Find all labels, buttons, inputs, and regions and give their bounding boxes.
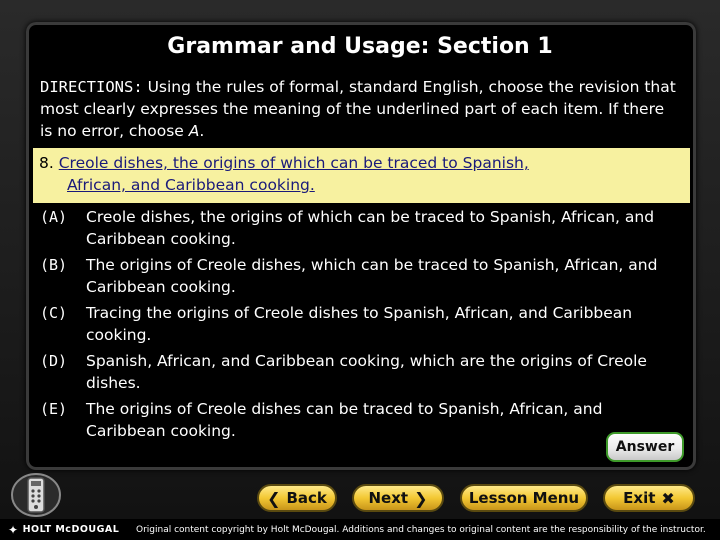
publisher-mark-icon: ✦ — [8, 522, 19, 537]
choice-letter: (E) — [40, 400, 68, 418]
directions-text: Using the rules of formal, standard English, choose the revision that most clearly expresses the meaning of the underlined part of each item. If there is no error, choose — [40, 78, 676, 140]
publisher-logo — [0, 523, 136, 537]
choice-e — [40, 398, 680, 442]
choice-c — [40, 302, 680, 346]
choice-text: Spanish, African, and Caribbean cooking, which are the origins of Creole dishes. — [86, 352, 647, 392]
chevron-right-icon: ❯ — [414, 488, 428, 508]
footer — [0, 519, 720, 540]
back-label: Back — [286, 489, 327, 507]
next-label: Next — [368, 489, 409, 507]
next-button[interactable] — [352, 484, 444, 512]
choice-text: Tracing the origins of Creole dishes to Spanish, African, and Caribbean cooking. — [86, 304, 633, 344]
lesson-menu-button[interactable] — [460, 484, 588, 512]
chevron-left-icon: ❮ — [267, 488, 281, 508]
directions-choice: A — [188, 122, 200, 140]
directions-label: DIRECTIONS: — [40, 78, 143, 96]
question-underlined-line-2: African, and Caribbean cooking. — [67, 176, 315, 194]
directions — [40, 76, 680, 142]
copyright-text: Original content copyright by Holt McDougal. Additions and changes to original content are the responsibility of the instructor. — [136, 524, 706, 535]
choice-letter: (C) — [40, 304, 68, 322]
exit-label: Exit — [623, 489, 656, 507]
publisher-name: HOLT McDOUGAL — [22, 524, 120, 535]
question-underlined-line-1: Creole dishes, the origins of which can be traced to Spanish, — [58, 154, 529, 172]
close-icon: ✖ — [661, 488, 675, 508]
exit-button[interactable] — [603, 484, 695, 512]
choice-a — [40, 206, 680, 250]
choice-d — [40, 350, 680, 394]
choice-letter: (B) — [40, 256, 68, 274]
page-title: Grammar and Usage: Section 1 — [167, 34, 553, 59]
choice-letter: (A) — [40, 208, 68, 226]
choice-letter: (D) — [40, 352, 68, 370]
directions-end: . — [199, 122, 205, 140]
answer-button[interactable]: Answer — [606, 432, 684, 462]
remote-control-icon[interactable] — [10, 472, 62, 518]
answer-choices — [40, 206, 680, 446]
back-button[interactable] — [257, 484, 337, 512]
lesson-menu-label: Lesson Menu — [468, 489, 580, 507]
choice-text: The origins of Creole dishes can be traced to Spanish, African, and Caribbean cooking. — [86, 400, 603, 440]
choice-text: The origins of Creole dishes, which can be traced to Spanish, African, and Caribbean cooking. — [86, 256, 658, 296]
question-number: 8. — [39, 154, 54, 172]
choice-text: Creole dishes, the origins of which can be traced to Spanish, African, and Caribbean cooking. — [86, 208, 655, 248]
question-box — [33, 148, 690, 203]
choice-b — [40, 254, 680, 298]
